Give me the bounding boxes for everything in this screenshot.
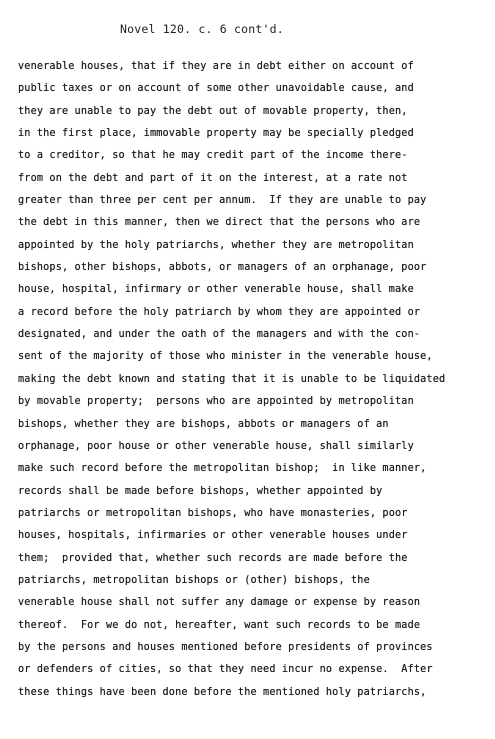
text-line: records shall be made before bishops, whether appointed by — [18, 485, 383, 497]
text-line: designated, and under the oath of the managers and with the con- — [18, 329, 421, 341]
text-line: them; provided that, whether such records are made before the — [18, 552, 408, 564]
text-line: sent of the majority of those who minister in the venerable house, — [18, 351, 433, 363]
page-header: Novel 120. c. 6 cont'd. — [120, 22, 284, 36]
text-line: from on the debt and part of it on the interest, at a rate not — [18, 172, 408, 184]
text-line: orphanage, poor house or other venerable house, shall similarly — [18, 440, 414, 452]
text-line: make such record before the metropolitan bishop; in like manner, — [18, 463, 427, 475]
text-line: public taxes or on account of some other unavoidable cause, and — [18, 83, 414, 95]
body-text — [18, 56, 488, 704]
text-line: houses, hospitals, infirmaries or other venerable houses under — [18, 530, 408, 542]
text-line: making the debt known and stating that it is unable to be liquidated — [18, 373, 446, 385]
text-line: patriarchs, metropolitan bishops or (other) bishops, the — [18, 574, 370, 586]
text-line: they are unable to pay the debt out of movable property, then, — [18, 105, 408, 117]
text-line: in the first place, immovable property may be specially pledged — [18, 128, 414, 140]
text-line: to a creditor, so that he may credit part of the income there- — [18, 150, 408, 162]
text-line: venerable houses, that if they are in debt either on account of — [18, 61, 414, 72]
text-line: greater than three per cent per annum. If they are unable to pay — [18, 195, 427, 207]
text-line: venerable house shall not suffer any damage or expense by reason — [18, 597, 421, 609]
text-line: thereof. For we do not, hereafter, want such records to be made — [18, 619, 421, 631]
text-line: by movable property; persons who are appointed by metropolitan — [18, 396, 414, 408]
text-line: the debt in this manner, then we direct that the persons who are — [18, 217, 421, 229]
text-line: or defenders of cities, so that they need incur no expense. After — [18, 664, 433, 676]
text-line: a record before the holy patriarch by whom they are appointed or — [18, 306, 421, 318]
text-line: by the persons and houses mentioned before presidents of provinces — [18, 641, 433, 653]
text-line: appointed by the holy patriarchs, whether they are metropolitan — [18, 239, 414, 251]
text-line: house, hospital, infirmary or other venerable house, shall make — [18, 284, 414, 296]
text-line: bishops, other bishops, abbots, or managers of an orphanage, poor — [18, 262, 427, 274]
text-line: patriarchs or metropolitan bishops, who have monasteries, poor — [18, 507, 408, 519]
text-line: these things have been done before the mentioned holy patriarchs, — [18, 686, 427, 698]
text-line: bishops, whether they are bishops, abbots or managers of an — [18, 418, 389, 430]
